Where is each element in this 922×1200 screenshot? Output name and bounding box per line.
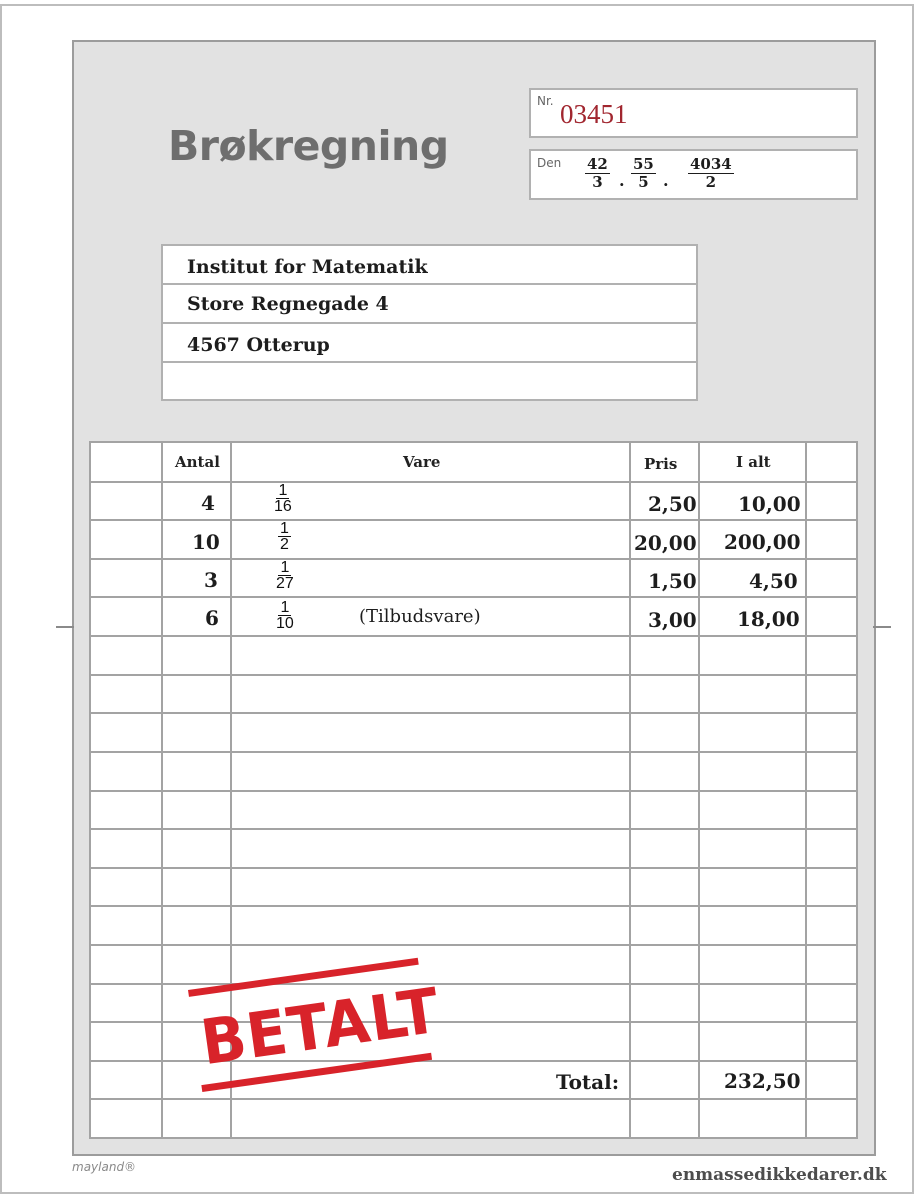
table-column-line — [161, 441, 163, 1139]
table-column-line — [629, 441, 631, 1139]
row-vare-fraction: 1 27 — [276, 559, 294, 592]
row-antal: 3 — [204, 568, 218, 592]
table-row-line — [89, 751, 858, 753]
table-column-line — [89, 441, 91, 1139]
table-row-line — [89, 867, 858, 869]
date-separator: . — [663, 171, 669, 190]
date-box — [529, 149, 858, 200]
table-row-line — [89, 905, 858, 907]
number-label: Nr. — [537, 94, 554, 108]
row-i-alt: 10,00 — [738, 492, 801, 516]
margin-tick-left — [56, 626, 74, 628]
row-vare-fraction: 1 16 — [274, 482, 292, 515]
table-row-line — [89, 558, 858, 560]
row-antal: 10 — [192, 530, 220, 554]
total-value: 232,50 — [724, 1069, 801, 1093]
row-i-alt: 200,00 — [724, 530, 801, 554]
header-pris: Pris — [644, 455, 678, 473]
table-row-line — [89, 983, 858, 985]
website-link[interactable]: enmassedikkedarer.dk — [672, 1165, 887, 1185]
row-i-alt: 18,00 — [737, 607, 800, 631]
table-column-line — [805, 441, 807, 1139]
date-fraction-day: $\frac{42}{3}$ — [587, 155, 608, 191]
invoice-number: 03451 — [560, 99, 628, 129]
table-row-line — [89, 519, 858, 521]
date-separator: . — [619, 171, 625, 190]
header-antal: Antal — [175, 453, 220, 471]
table-row-line — [89, 596, 858, 598]
stamp-text: BETALT — [196, 973, 445, 1080]
total-label: Total: — [556, 1070, 620, 1094]
header-vare: Vare — [403, 453, 441, 471]
row-pris: 2,50 — [648, 492, 697, 516]
table-row-line — [89, 674, 858, 676]
row-antal: 4 — [201, 491, 215, 515]
date-fraction-month: $\frac{55}{5}$ — [633, 155, 654, 191]
table-row-line — [89, 1137, 858, 1139]
table-row-line — [89, 790, 858, 792]
row-vare-fraction: 1 2 — [280, 520, 289, 553]
row-antal: 6 — [205, 606, 219, 630]
table-column-line — [698, 441, 700, 1139]
table-row-line — [89, 712, 858, 714]
address-line: Store Regnegade 4 — [163, 285, 696, 324]
row-vare-fraction: 1 10 — [276, 599, 294, 632]
address-box — [161, 244, 698, 401]
table-row-line — [89, 441, 858, 443]
date-fraction-year: $\frac{4034}{2}$ — [690, 155, 732, 191]
table-row-line — [89, 481, 858, 483]
row-pris: 3,00 — [648, 608, 697, 632]
address-line: 4567 Otterup — [163, 324, 696, 363]
table-row-line — [89, 635, 858, 637]
table-row-line — [89, 828, 858, 830]
row-pris: 20,00 — [634, 531, 697, 555]
row-i-alt: 4,50 — [749, 569, 798, 593]
address-line — [163, 363, 696, 402]
table-column-line — [856, 441, 858, 1139]
date-label: Den — [537, 156, 562, 170]
address-line: Institut for Matematik — [163, 246, 696, 285]
table-row-line — [89, 944, 858, 946]
margin-tick-right — [873, 626, 891, 628]
row-note: (Tilbudsvare) — [359, 606, 481, 627]
page-title: Brøkregning — [168, 122, 449, 170]
row-pris: 1,50 — [648, 569, 697, 593]
header-i-alt: I alt — [736, 453, 771, 471]
brand-logo: mayland® — [72, 1160, 137, 1174]
